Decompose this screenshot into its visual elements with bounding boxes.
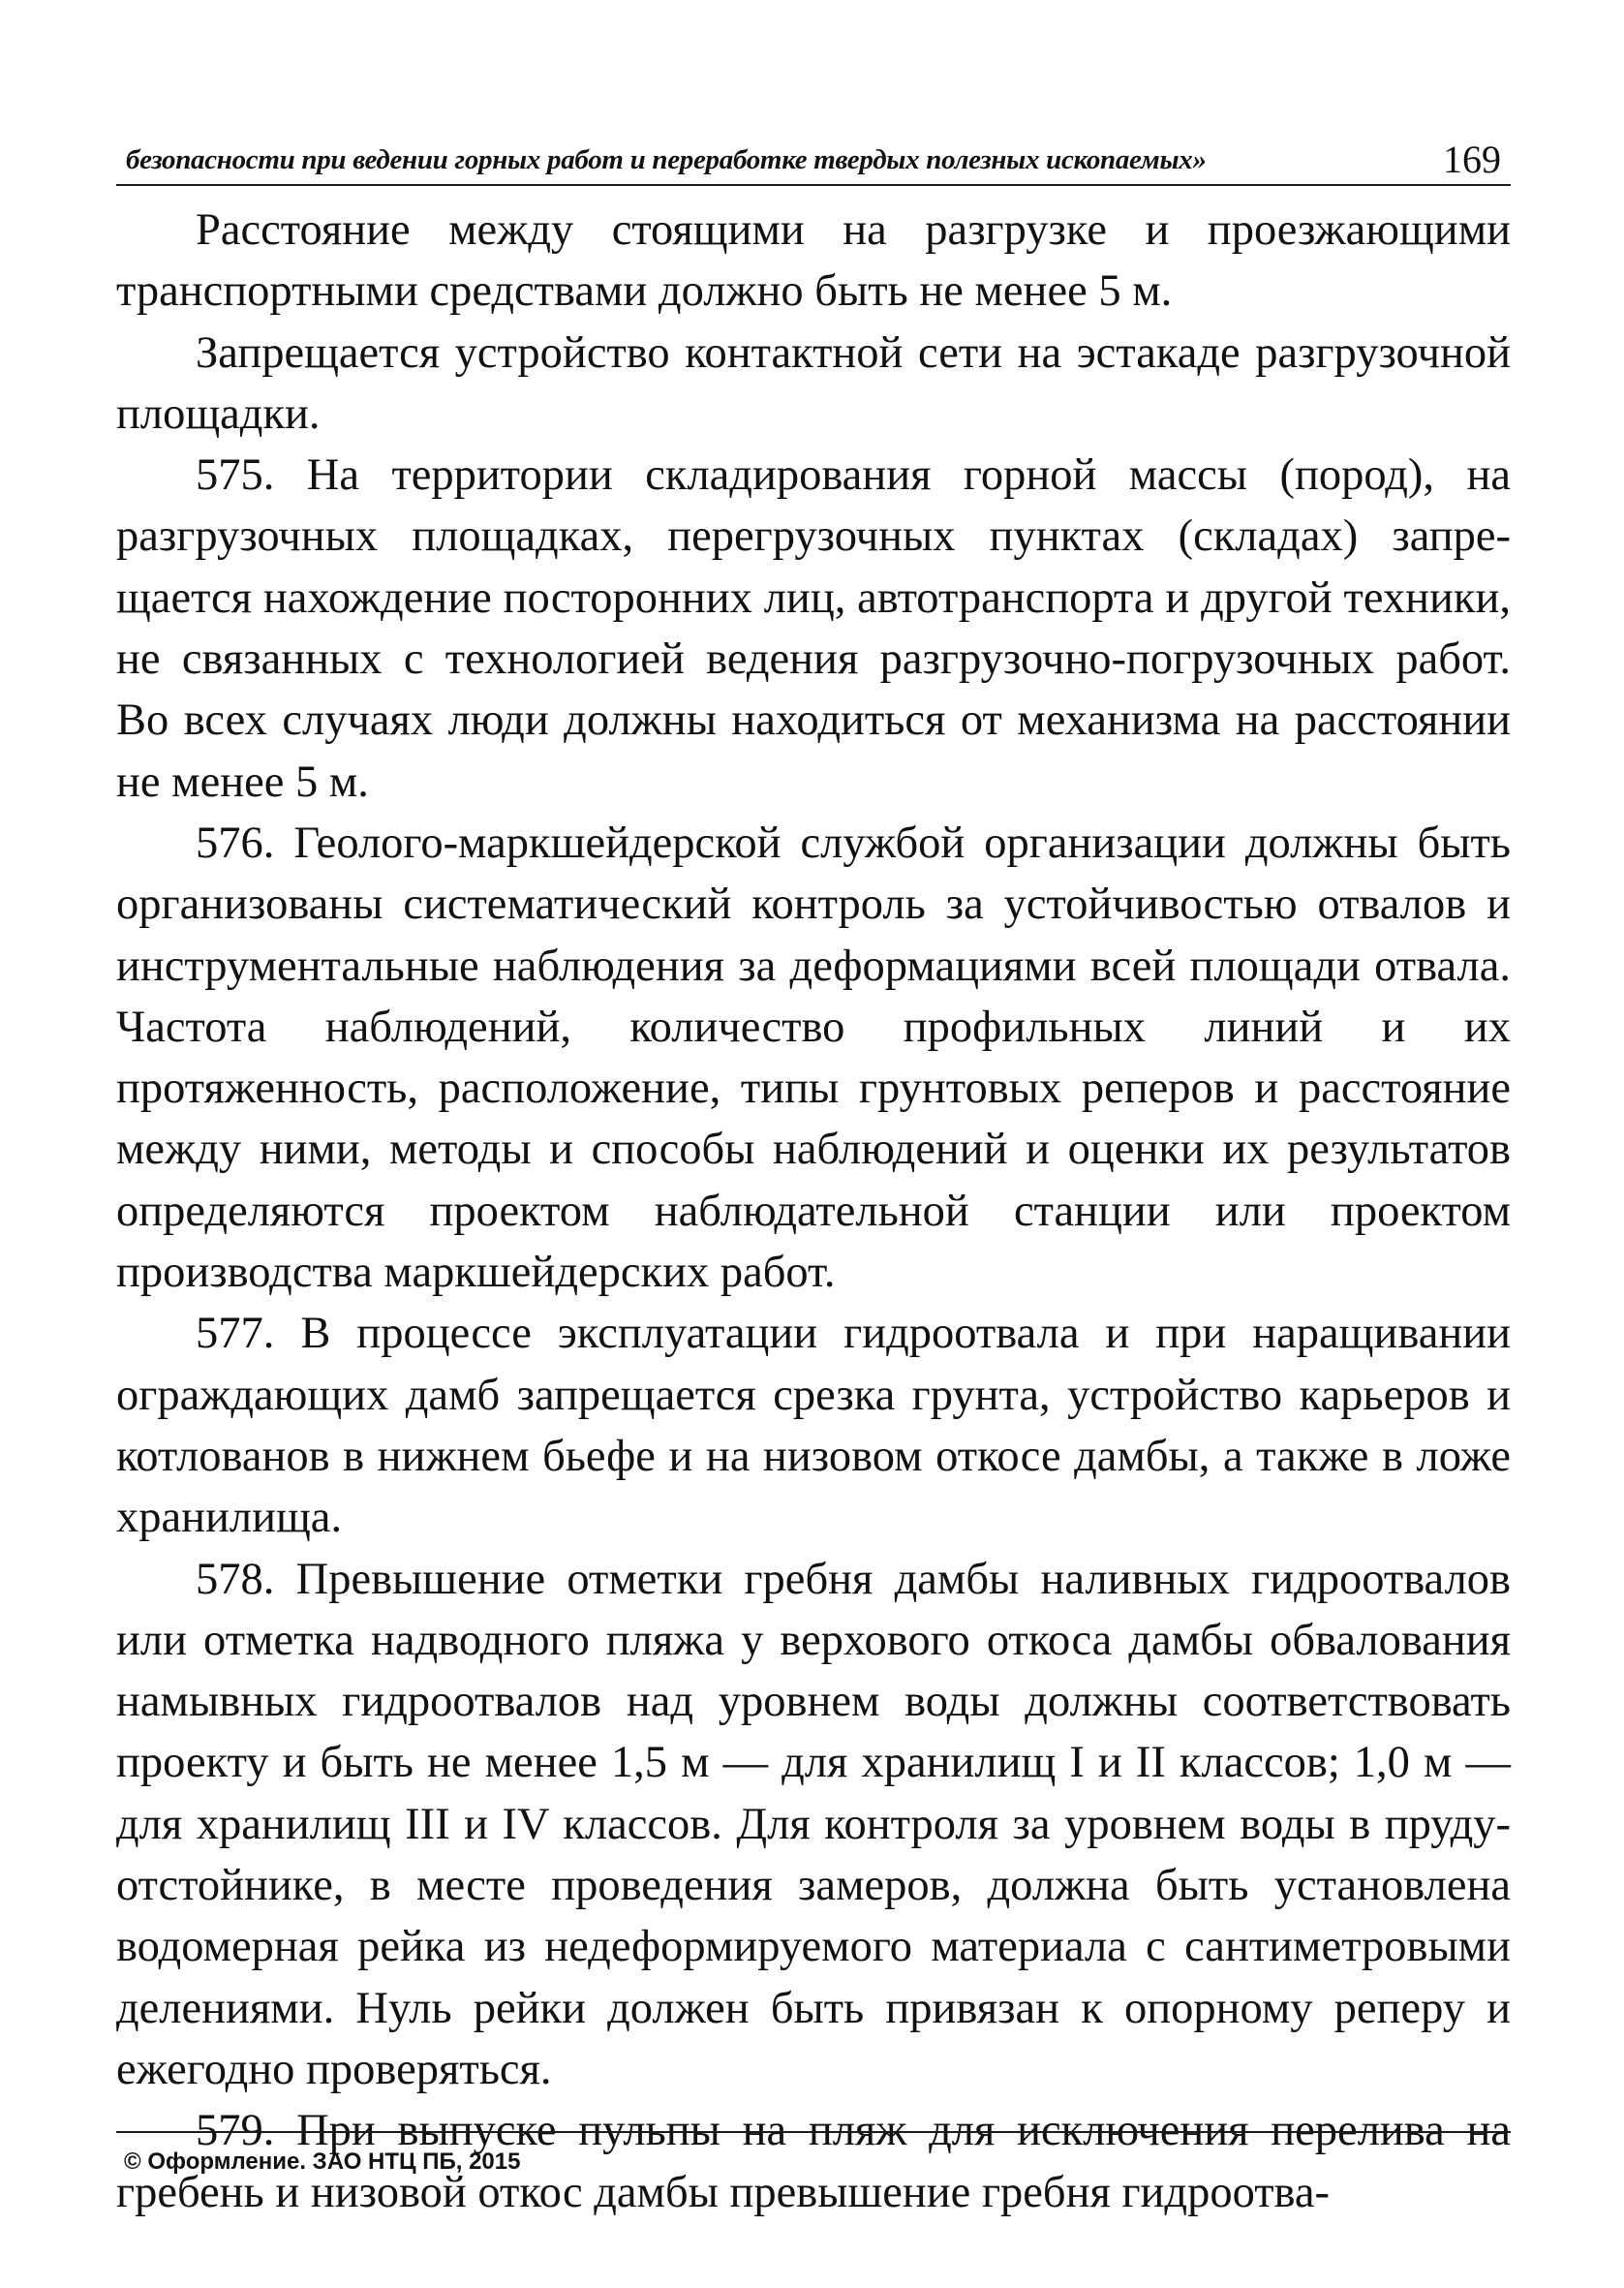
- paragraph-575: 575. На территории складирования горной массы (пород), на разгрузочных площадках, перегрузочных пунктах (складах) запрещается нахождение посторонних лиц, автотранспорта и другой техники, не связанных с технологией ведения разгрузочно-погрузочных работ. Во всех случаях люди должны находиться от механизма на расстоянии не менее 5 м.: [116, 450, 1511, 807]
- paragraph-576: 576. Геолого-маркшейдерской службой организации должны быть организованы систематический контроль за устойчивостью отвалов и инструментальные наблюдения за деформациями всей площади отвала. Частота наблюдений, количество профильных линий и их протяженность, расположение, типы грунтовых реперов и расстояние между ними, методы и способы наблюдений и оценки их результатов определяются проектом наблюдательной станции или проектом производства маркшейдерских работ.: [116, 818, 1511, 1298]
- footer-divider: [116, 2131, 1511, 2133]
- book-page: [116, 124, 1511, 2217]
- body-text: [116, 200, 1511, 2223]
- paragraph-unloading-distance: Расстояние между стоящими на разгрузке и проезжающими транспортными средствами должно быть не менее 5 м.: [116, 205, 1511, 317]
- imprint-note: © Оформление. ЗАО НТЦ ПБ, 2015: [124, 2149, 521, 2175]
- paragraph-577: 577. В процессе эксплуатации гидроотвала и при наращивании ограждающих дамб запрещается срезка грунта, устройство карьеров и котлованов в нижнем бьефе и на низовом откосе дамбы, а также в ложе хранилища.: [116, 1309, 1511, 1543]
- paragraph-578: 578. Превышение отметки гребня дамбы наливных гидроотвалов или отметка надводного пляжа у верхового откоса дамбы обвалования намывных гидроотвалов над уровнем воды должны соответствовать проекту и быть не менее 1,5 м — для хранилищ I и II классов; 1,0 м — для хранилищ III и IV классов. Для контроля за уровнем воды в пруду-отстойнике, в месте проведения замеров, должна быть установлена водомерная рейка из недеформируемого материала с сантиметровыми делениями. Нуль рейки должен быть привязан к опорному реперу и ежегодно проверяться.: [116, 1554, 1511, 2094]
- paragraph-contact-network: Запрещается устройство контактной сети на эстакаде разгрузочной площадки.: [116, 327, 1511, 439]
- running-header: [116, 124, 1511, 186]
- page-number: 169: [1443, 138, 1501, 181]
- paragraph-579: 579. При выпуске пульпы на пляж для исключения перелива на гребень и низовой откос дамбы превышение гребня гидроотва-: [116, 2106, 1511, 2217]
- running-title: безопасности при ведении горных работ и переработке твердых полезных ископаемых»: [126, 144, 1207, 175]
